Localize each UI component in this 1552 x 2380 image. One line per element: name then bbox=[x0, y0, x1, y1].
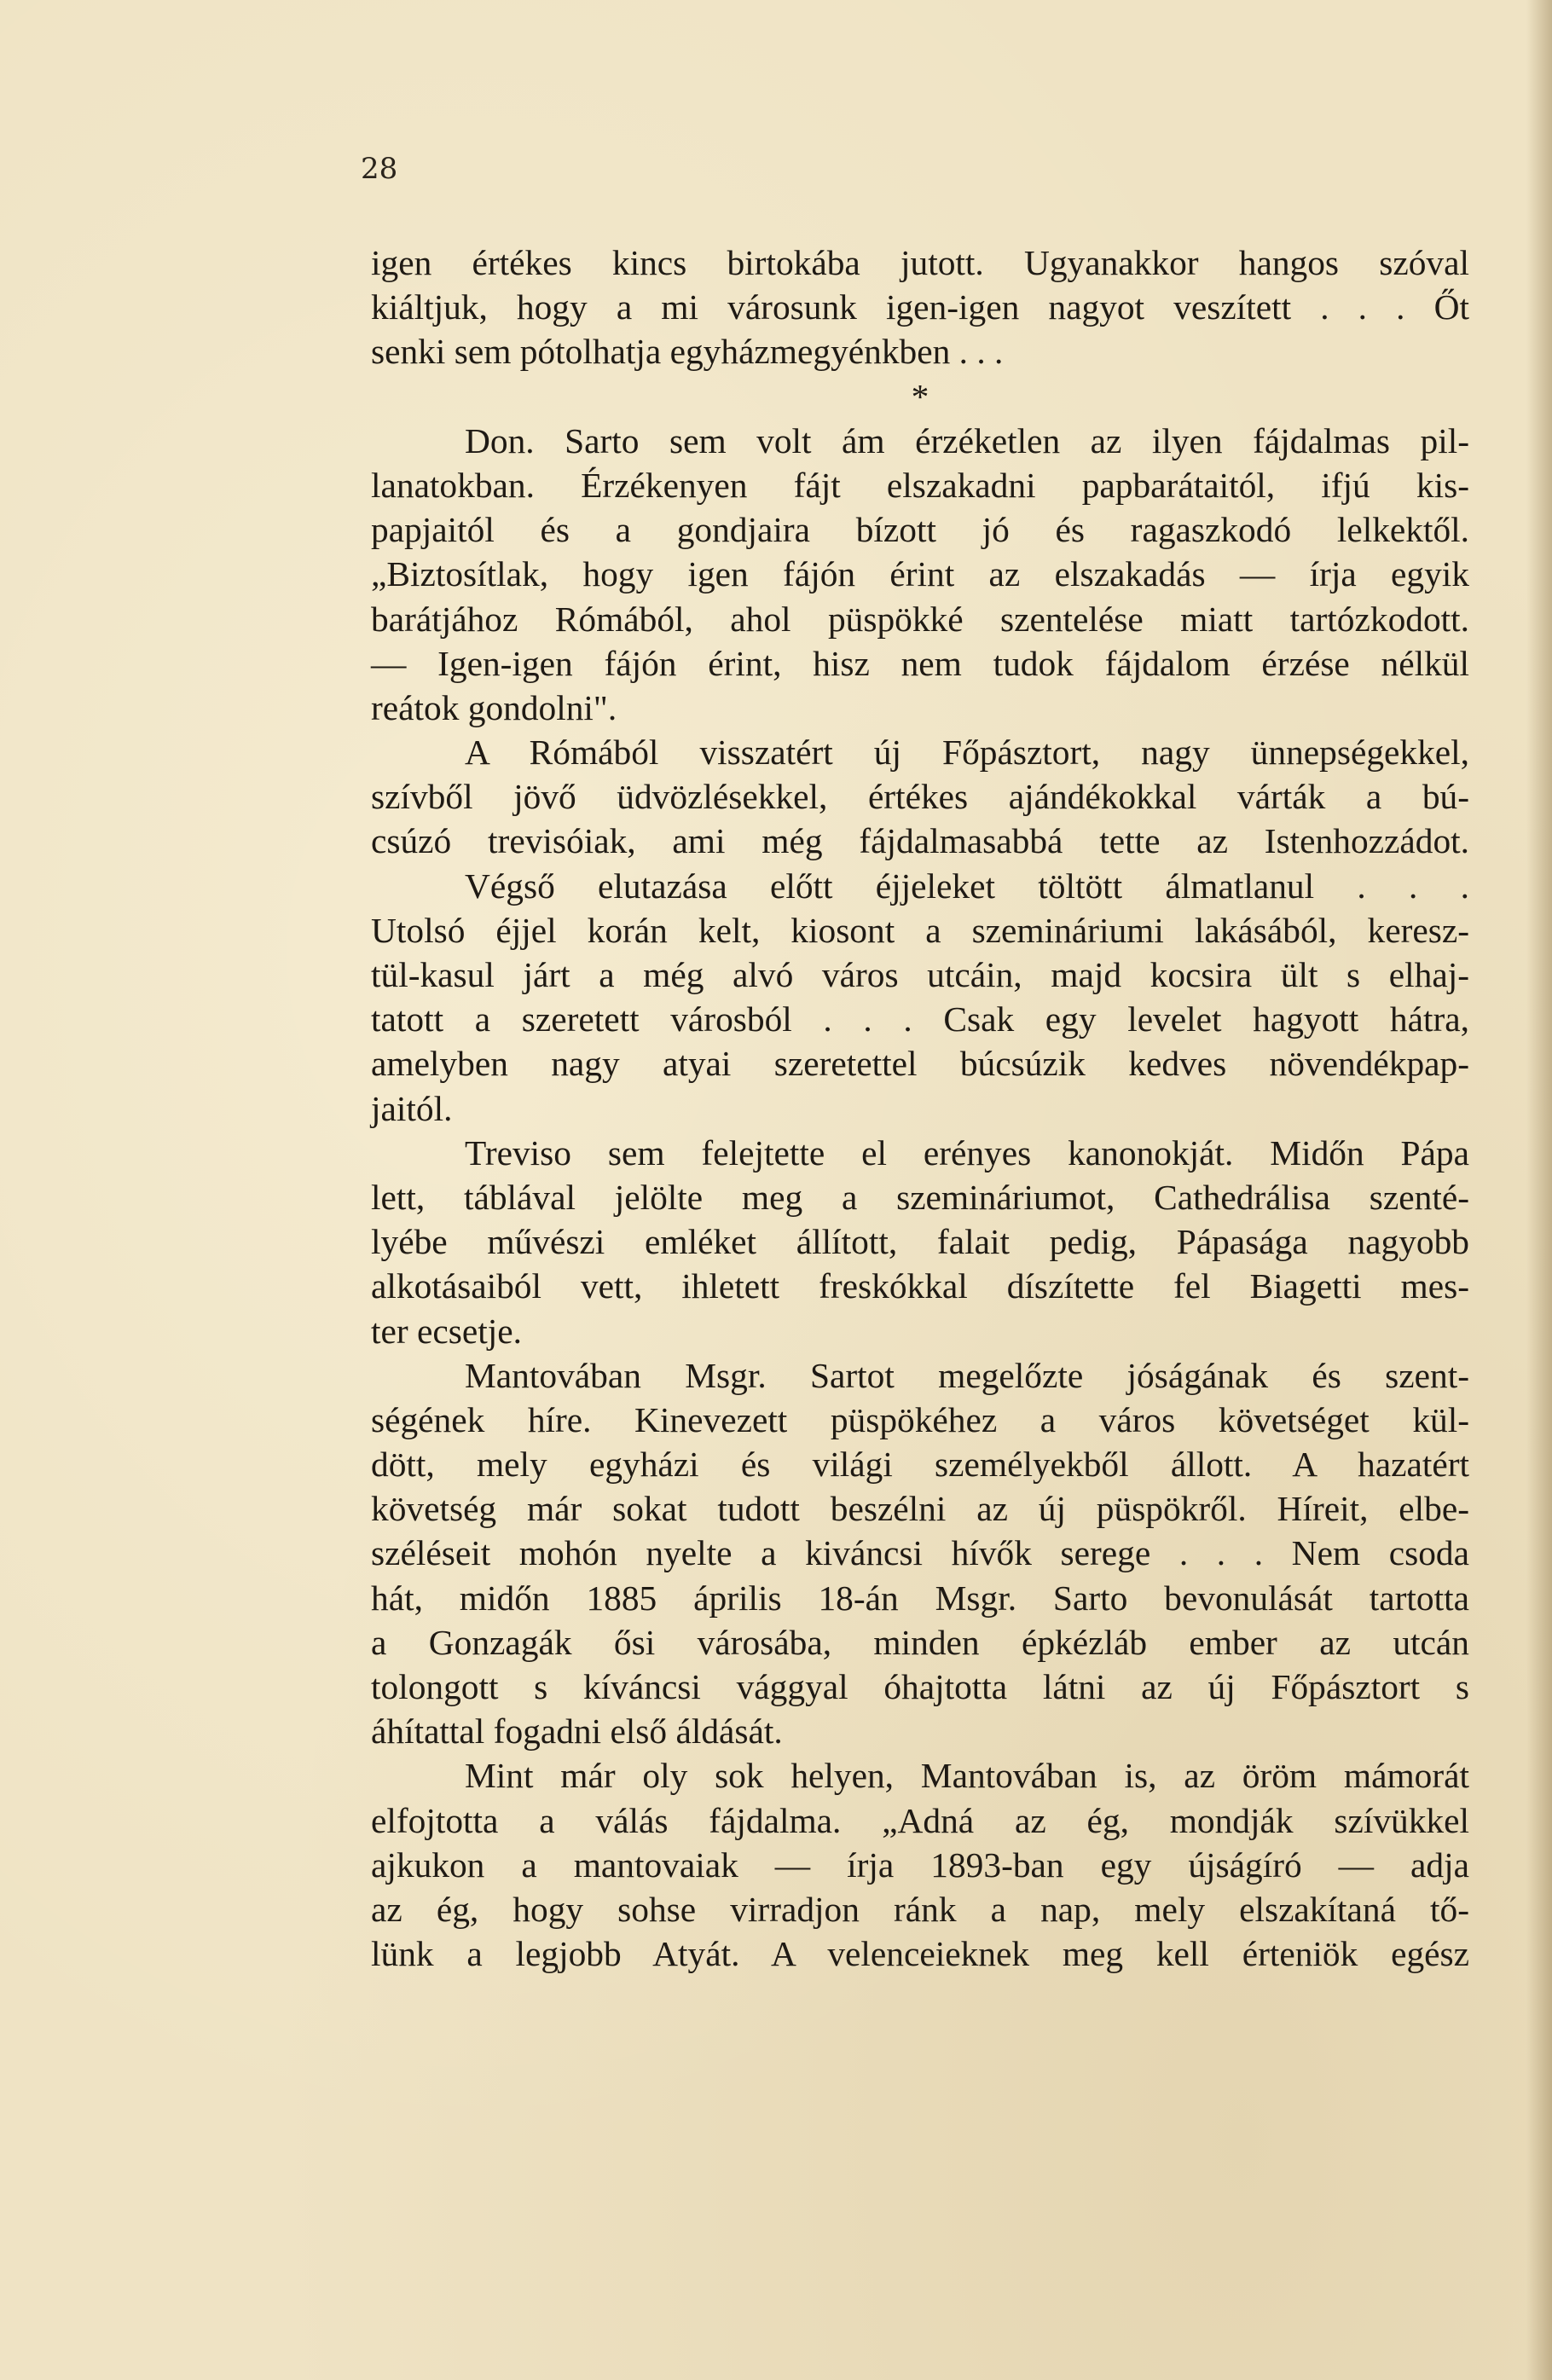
text-line: áhítattal fogadni első áldását. bbox=[371, 1711, 783, 1752]
text-line: — Igen-igen fájón érint, hisz nem tudok fájdalom érzése nélkül bbox=[371, 643, 1469, 683]
text-line: csúzó trevisóiak, ami még fájdalmasabbá tette az Istenhozzádot. bbox=[371, 821, 1469, 861]
text-line: a Gonzagák ősi városába, minden épkézláb ember az utcán bbox=[371, 1622, 1469, 1662]
text-line: barátjához Rómából, ahol püspökké szentelése miatt tartózkodott. bbox=[371, 599, 1469, 639]
text-line: az ég, hogy sohse virradjon ránk a nap, mely elszakítaná tő- bbox=[371, 1889, 1469, 1929]
text-line: „Biztosítlak, hogy igen fájón érint az elszakadás — írja egyik bbox=[371, 554, 1469, 594]
text-line: szívből jövő üdvözlésekkel, értékes ajándékokkal várták a bú- bbox=[371, 777, 1469, 817]
text-line: elfojtotta a válás fájdalma. „Adná az ég, mondják szívükkel bbox=[371, 1800, 1469, 1840]
body-text bbox=[371, 240, 1469, 1976]
text-line: Mint már oly sok helyen, Mantovában is, az öröm mámorát bbox=[465, 1756, 1469, 1796]
text-line: tül-kasul járt a még alvó város utcáin, majd kocsira ült s elhaj- bbox=[371, 955, 1469, 994]
text-line: igen értékes kincs birtokába jutott. Ugyanakkor hangos szóval bbox=[371, 243, 1469, 282]
text-line: dött, mely egyházi és világi személyekből állott. A hazatért bbox=[371, 1445, 1469, 1485]
text-line: lanatokban. Érzékenyen fájt elszakadni papbarátaitól, ifjú kis- bbox=[371, 465, 1469, 505]
text-line: követség már sokat tudott beszélni az új püspökről. Híreit, elbe- bbox=[371, 1489, 1469, 1529]
text-line: tatott a szeretett városból . . . Csak egy levelet hagyott hátra, bbox=[371, 999, 1469, 1039]
text-line: jaitól. bbox=[371, 1088, 453, 1128]
text-line: A Rómából visszatért új Főpásztort, nagy ünnepségekkel, bbox=[465, 733, 1469, 773]
text-line: ajkukon a mantovaiak — írja 1893-ban egy újságíró — adja bbox=[371, 1844, 1469, 1885]
text-line: lünk a legjobb Atyát. A velenceieknek meg kell érteniök egész bbox=[371, 1934, 1469, 1974]
text-line: széléseit mohón nyelte a kiváncsi hívők serege . . . Nem csoda bbox=[371, 1533, 1469, 1573]
page-number: 28 bbox=[361, 152, 398, 186]
text-line: Utolsó éjjel korán kelt, kiosont a szemináriumi lakásából, keresz- bbox=[371, 910, 1469, 950]
text-line: amelyben nagy atyai szeretettel búcsúzik kedves növendékpap- bbox=[371, 1044, 1469, 1084]
text-line: papjaitól és a gondjaira bízott jó és ragaszkodó lelkektől. bbox=[371, 510, 1469, 550]
text-line: kiáltjuk, hogy a mi városunk igen-igen nagyot veszített . . . Őt bbox=[371, 287, 1469, 327]
text-line: Végső elutazása előtt éjjeleket töltött álmatlanul . . . bbox=[465, 866, 1469, 906]
text-line: ter ecsetje. bbox=[371, 1311, 522, 1351]
text-line: alkotásaiból vett, ihletett freskókkal díszítette fel Biagetti mes- bbox=[371, 1266, 1469, 1306]
text-line: Treviso sem felejtette el erényes kanonokját. Midőn Pápa bbox=[465, 1132, 1469, 1173]
text-line: tolongott s kíváncsi vággyal óhajtotta látni az új Főpásztort s bbox=[371, 1667, 1469, 1706]
text-line: hát, midőn 1885 április 18-án Msgr. Sarto bevonulását tartotta bbox=[371, 1578, 1469, 1618]
text-line: Mantovában Msgr. Sartot megelőzte jóságának és szent- bbox=[465, 1355, 1469, 1395]
text-line: ségének híre. Kinevezett püspökéhez a város követséget kül- bbox=[371, 1399, 1469, 1439]
text-line: Don. Sarto sem volt ám érzéketlen az ilyen fájdalmas pil- bbox=[465, 420, 1469, 460]
text-line: lett, táblával jelölte meg a szemináriumot, Cathedrálisa szenté- bbox=[371, 1177, 1469, 1217]
text-line: reátok gondolni". bbox=[371, 687, 617, 727]
section-separator: * bbox=[911, 376, 929, 416]
text-line: lyébe művészi emléket állított, falait pedig, Pápasága nagyobb bbox=[371, 1222, 1469, 1262]
page-edge-shadow bbox=[1526, 0, 1552, 2380]
text-line: senki sem pótolhatja egyházmegyénkben . . . bbox=[371, 332, 1004, 372]
